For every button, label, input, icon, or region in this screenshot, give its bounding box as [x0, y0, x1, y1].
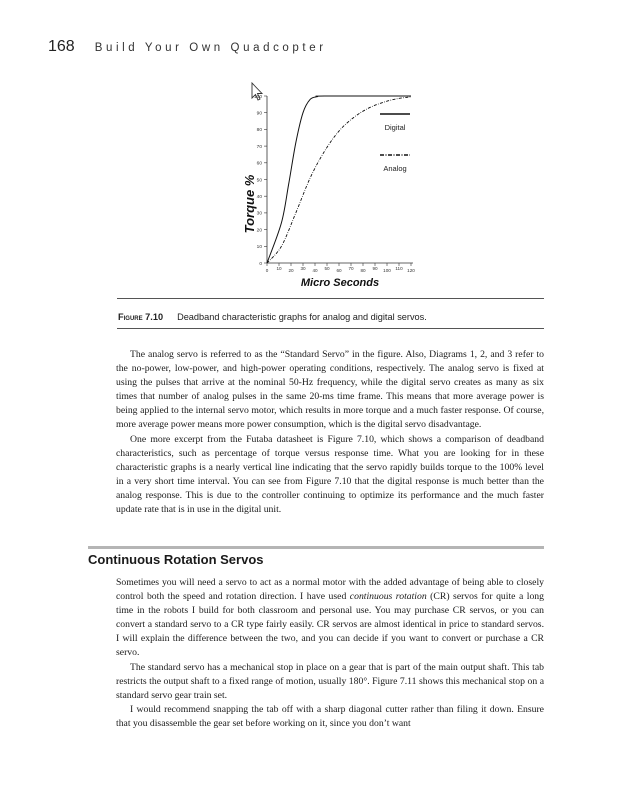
section-divider: [88, 546, 544, 549]
x-axis-label: Micro Seconds: [300, 277, 380, 289]
y-tick-label: 40: [256, 195, 262, 200]
y-axis-label: Torque %: [242, 174, 257, 234]
legend-label-analog: Analog: [383, 164, 407, 173]
x-tick-label: 0: [265, 268, 269, 273]
x-tick-label: 10: [276, 266, 282, 271]
x-tick-label: 110: [395, 266, 403, 271]
y-tick-label: 10: [256, 245, 262, 251]
page-header: [48, 38, 327, 56]
y-tick-label: 60: [256, 161, 262, 167]
paragraph: Sometimes you will need a servo to act as a normal motor with the added advantage of being able to closely control both the speed and rotation direction. I have used continuous rotation (CR) servos for quite a long time in the robots I build for both classroom and personal use. You may purchase CR servos, or you can convert a standard servo to a CR type fairly easily. CR servos are almost identical in price to standard servos. I will explain the difference between the two, and you can decide if you want to convert or purchase a CR servo.: [116, 577, 544, 659]
series-line-digital: [267, 96, 411, 263]
y-tick-label: 70: [256, 144, 262, 150]
y-tick-label: 0: [259, 261, 262, 267]
paragraph: One more excerpt from the Futaba datasheet is Figure 7.10, which shows a comparison of deadband characteristics, such as percentage of torque versus response time. What you are looking for in these characteristic graphs is a nearly vertical line indicating that the servo rapidly builds torque to the 100% level in a very short time interval. You can see from Figure 7.10 that the digital response is much better than the analog response. This is due to the controller continuing to optimize its performance and the much faster update rate that is in use in the digital unit.: [116, 433, 544, 516]
figure-caption: [118, 312, 427, 322]
x-tick-label: 40: [312, 268, 318, 273]
x-tick-label: 70: [348, 266, 354, 271]
torque-chart: [240, 80, 440, 292]
x-tick-label: 100: [383, 268, 391, 273]
paragraph: The analog servo is referred to as the “Standard Servo” in the figure. Also, Diagrams 1, 2, and 3 refer to the no-power, low-power, and high-power operating conditions, respectively. The analog servo is fixed at using the pulses that arrive at the nominal 50-Hz frequency, while the digital servo creates as many as six times that number of analog pulses in the same 20-ms time frame. This means that more average power is being applied to the internal servo motor, which results in more torque and a much faster response. Of course, more average power means more power consumption, which is the digital servo disadvantage.: [116, 349, 544, 431]
y-tick-label: 80: [256, 128, 262, 134]
section-heading: Continuous Rotation Servos: [88, 552, 264, 567]
x-tick-label: 20: [288, 268, 294, 273]
y-tick-label: 30: [256, 211, 262, 217]
body-text-section: [116, 576, 544, 731]
y-tick-label: 90: [256, 111, 262, 117]
emphasis-term: continuous rotation: [349, 591, 427, 603]
x-tick-label: 90: [372, 266, 378, 271]
x-tick-label: 30: [300, 266, 306, 271]
body-text-top: [116, 348, 544, 517]
y-tick-label: 20: [256, 228, 262, 234]
paragraph: The standard servo has a mechanical stop in place on a gear that is part of the main output shaft. This tab restricts the output shaft to a fixed range of motion, usually 180°. Figure 7.11 shows this mechanical stop on a standard servo gear train set.: [116, 661, 544, 701]
figure-top-rule: [117, 298, 544, 299]
page-number: 168: [48, 38, 75, 55]
series-line-analog: [267, 97, 411, 263]
x-tick-label: 60: [336, 268, 342, 273]
x-tick-label: 80: [360, 268, 366, 273]
x-tick-label: 50: [324, 266, 330, 271]
figure-bottom-rule: [117, 328, 544, 329]
figure-caption-label: Figure 7.10: [118, 312, 164, 322]
figure-caption-text: Deadband characteristic graphs for analog and digital servos.: [177, 312, 427, 322]
y-tick-label: 100: [253, 94, 262, 100]
y-tick-label: 50: [256, 178, 262, 184]
paragraph: I would recommend snapping the tab off with a sharp diagonal cutter rather than filing it down. Ensure that you disassemble the gear set before working on it, since you don’t want: [116, 703, 544, 729]
running-head: Build Your Own Quadcopter: [94, 42, 327, 54]
legend-label-digital: Digital: [384, 123, 406, 132]
x-tick-label: 120: [407, 268, 415, 273]
torque-chart-figure: [240, 80, 440, 292]
